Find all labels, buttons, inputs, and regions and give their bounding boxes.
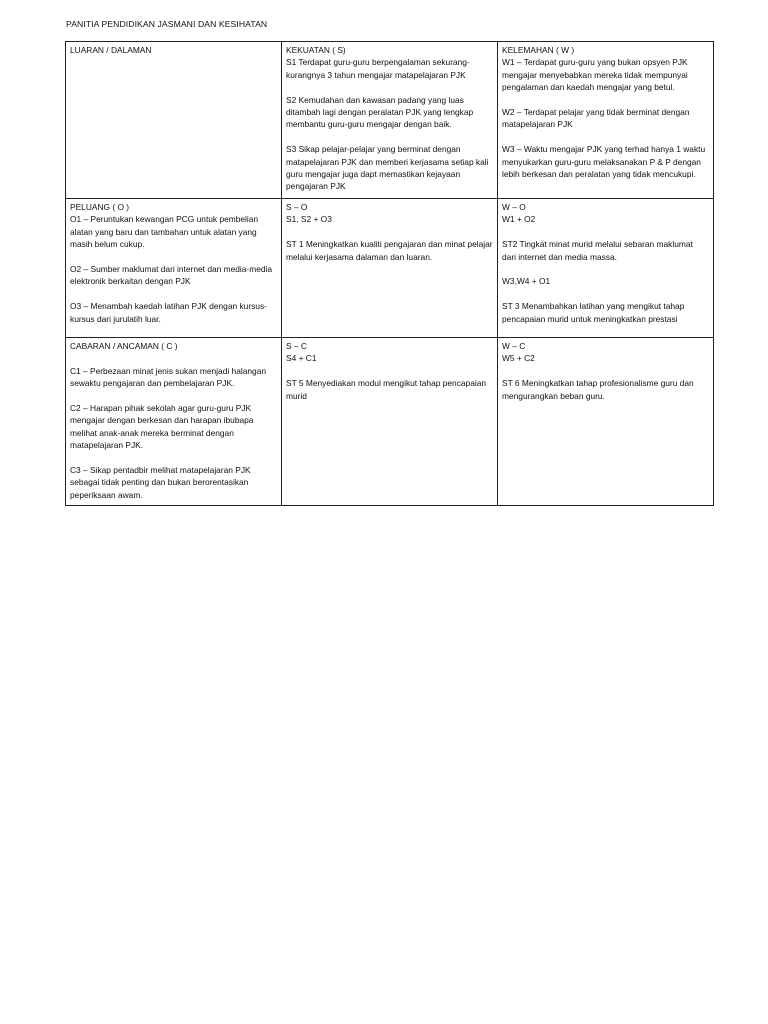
table-row [66, 338, 714, 506]
cell-paragraph: O3 – Menambah kaedah latihan PJK dengan kursus-kursus dari jurulatih luar. [70, 301, 267, 324]
cell-paragraph: C2 – Harapan pihak sekolah agar guru-guru PJK mengajar dengan berkesan dan harapan ibubapa melihat anak-anak mereka berminat dengan matapelajaran PJK. [70, 403, 254, 451]
cell-paragraph: S3 Sikap pelajar-pelajar yang berminat dengan matapelajaran PJK dan memberi kerjasama setiap kali guru mengajar juga dapt memastikan kejayaan pengajaran PJK [286, 144, 489, 192]
cell-heading: CABARAN / ANCAMAN ( C ) [70, 341, 178, 351]
page-title: PANITIA PENDIDIKAN JASMANI DAN KESIHATAN [66, 19, 268, 29]
cell-heading: W – C [502, 341, 526, 351]
cell-s-o [282, 199, 498, 338]
cell-heading: LUARAN / DALAMAN [70, 45, 152, 55]
cell-paragraph: O2 – Sumber maklumat dari internet dan media-media elektronik berkaitan dengan PJK [70, 264, 273, 287]
cell-luaran-dalaman [66, 42, 282, 199]
table-row [66, 42, 714, 199]
cell-paragraph: ST 3 Menambahkan latihan yang mengikut tahap pencapaian murid untuk meningkatkan prestasi [502, 301, 685, 324]
cell-heading: W – O [502, 202, 526, 212]
cell-paragraph: W3,W4 + O1 [502, 276, 551, 287]
cell-heading: KELEMAHAN ( W ) [502, 45, 575, 55]
cell-paragraph: ST 1 Meningkatkan kualiti pengajaran dan minat pelajar melalui kerjasama dalaman dan luaran. [286, 239, 493, 262]
cell-peluang [66, 199, 282, 338]
cell-paragraph: S2 Kemudahan dan kawasan padang yang luas ditambah lagi dengan peralatan PJK yang lengkap membantu guru-guru mengajar dengan baik. [286, 94, 474, 130]
cell-paragraph: W3 – Waktu mengajar PJK yang terhad hanya 1 waktu menyukarkan guru-guru melaksanakan P & P dengan lebih berkesan dan peralatan yang tidak mencukupi. [502, 144, 706, 180]
cell-paragraph: W2 – Terdapat pelajar yang tidak berminat dengan matapelajaran PJK [502, 107, 690, 130]
cell-paragraph: C3 – Sikap pentadbir melihat matapelajaran PJK sebagai tidak penting dan bukan berorentasikan peperiksaan awam. [70, 465, 251, 500]
cell-kelemahan [498, 42, 714, 199]
cell-kekuatan [282, 42, 498, 199]
cell-w-o [498, 199, 714, 338]
cell-paragraph: S1 Terdapat guru-guru berpengalaman sekurang-kurangnya 3 tahun mengajar matapelajaran PJK [286, 57, 470, 80]
cell-subheading: S1, S2 + O3 [286, 214, 332, 225]
cell-heading: KEKUATAN ( S) [286, 45, 346, 55]
cell-heading: S – C [286, 341, 307, 351]
cell-cabaran-ancaman [66, 338, 282, 506]
swot-table [65, 41, 714, 506]
cell-paragraph: C1 – Perbezaan minat jenis sukan menjadi halangan sewaktu pengajaran dan pembelajaran PJK. [70, 365, 267, 389]
cell-paragraph: ST 5 Menyediakan modul mengikut tahap pencapaian murid [286, 378, 487, 401]
cell-heading: S – O [286, 202, 308, 212]
cell-paragraph: O1 – Peruntukan kewangan PCG untuk pembelian alatan yang baru dan tambahan untuk alatan yang masih belum cukup. [70, 214, 259, 250]
cell-subheading: W5 + C2 [502, 353, 535, 364]
cell-subheading: W1 + O2 [502, 214, 536, 225]
cell-s-c [282, 338, 498, 506]
table-row [66, 199, 714, 338]
cell-heading: PELUANG ( O ) [70, 202, 130, 212]
cell-paragraph: ST 6 Meningkatkan tahap profesionalisme guru dan mengurangkan beban guru. [502, 378, 694, 401]
cell-paragraph: W1 – Terdapat guru-guru yang bukan opsyen PJK mengajar menyebabkan mereka tidak mempunyai pengalaman dan kaedah mengajar yang betul. [502, 57, 688, 93]
cell-subheading: S4 + C1 [286, 353, 317, 364]
cell-paragraph: ST2 Tingkat minat murid melalui sebaran maklumat dari internet dan media massa. [502, 239, 693, 262]
cell-w-c [498, 338, 714, 506]
